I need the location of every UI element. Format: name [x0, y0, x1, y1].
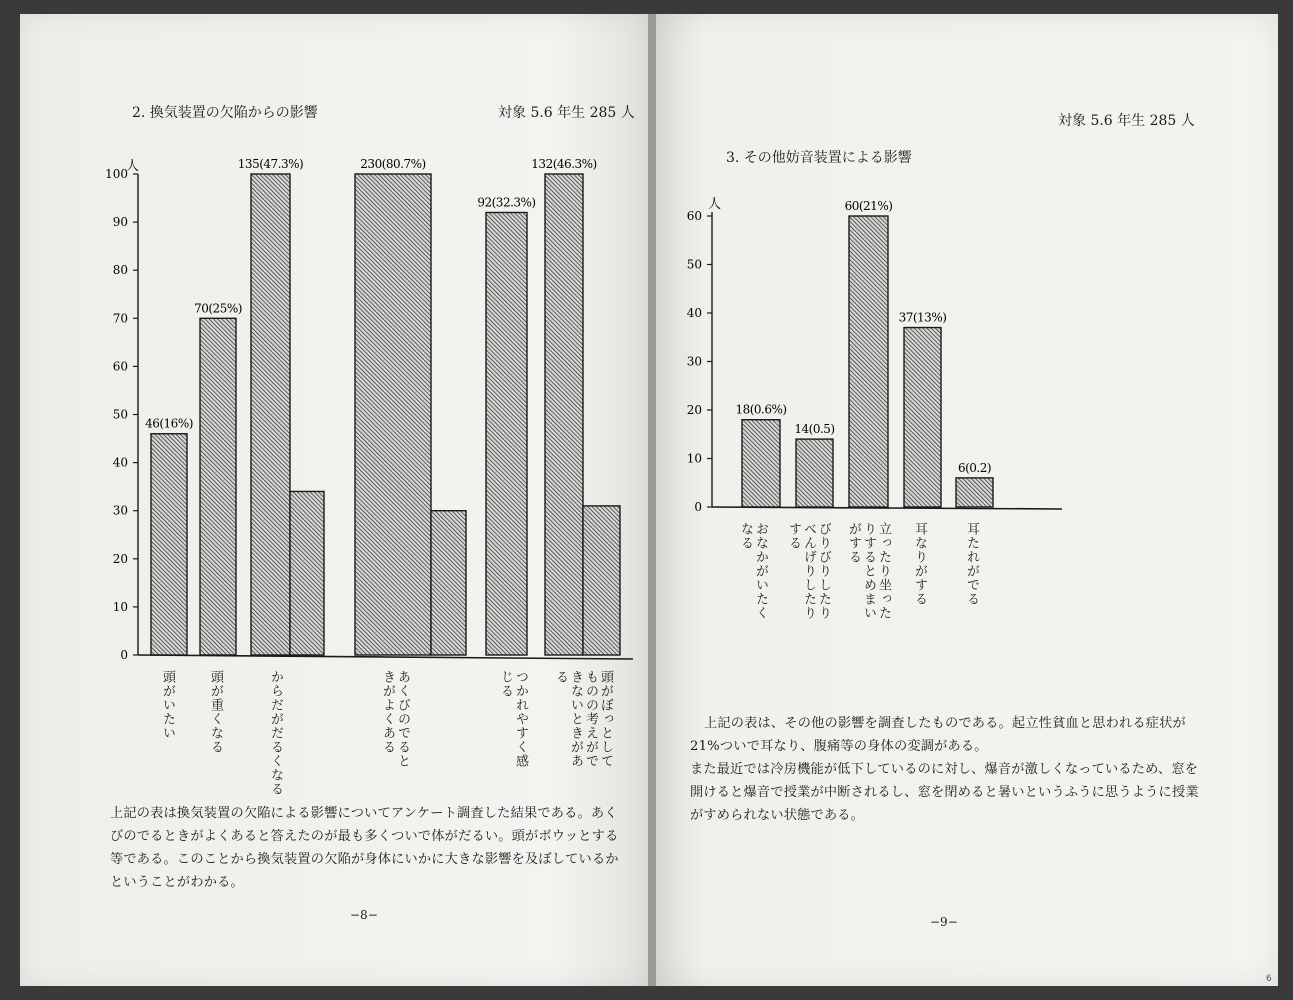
chart1-tick-label: 70 — [112, 311, 128, 326]
corner-mark: 6 — [1266, 974, 1272, 984]
chart1-data-label: 46(16%) — [145, 416, 193, 431]
chart2-category-2: びりびりしたりべんげりしたりする — [786, 522, 831, 620]
chart2-tick-label: 40 — [686, 306, 702, 320]
chart2-category-1: おなかがいたくなる — [738, 522, 768, 620]
chart1-tick-label: 60 — [112, 359, 128, 374]
left-heading: 2. 換気装置の欠陥からの影響 — [132, 105, 318, 121]
right-paragraph-1: 上記の表は、その他の影響を調査したものである。起立性貧血と思われる症状が21%ついで耳なり、腹痛等の身体の変調がある。 — [690, 716, 1186, 754]
chart2-tick-label: 60 — [686, 209, 702, 223]
chart1-tick-label: 40 — [112, 455, 128, 470]
chart1-tick-label: 20 — [112, 551, 128, 566]
chart2-data-label: 18(0.6%) — [735, 402, 787, 417]
chart2-category-5: 耳たれがでる — [964, 522, 979, 606]
chart1-tick-label: 10 — [112, 599, 128, 614]
left-paragraph: 上記の表は換気装置の欠陥による影響についてアンケート調査した結果である。あくびのでるときがよくあると答えたのが最も多くついで体がだるい。頭がボウッとする等である。このことから換気装置の欠陥が身体にいかに大きな影響を及ぼしているかということがわかる。 — [110, 806, 619, 890]
chart1-category-3: からだがだるくなる — [268, 670, 283, 796]
chart2-bar — [956, 478, 993, 507]
chart2-tick-label: 0 — [694, 500, 702, 514]
chart2-data-label: 14(0.5) — [794, 422, 835, 437]
chart1-category-1: 頭がいたい — [160, 670, 175, 740]
chart2-bar — [849, 216, 888, 507]
chart2-category-3: 立ったり坐ったりするとめまいがする — [846, 522, 891, 620]
chart1-data-label: 135(47.3%) — [237, 157, 304, 171]
chart1-y-unit: 人 — [126, 159, 140, 174]
left-subject: 対象 5.6 年生 285 人 — [498, 105, 635, 121]
chart2-data-label: 6(0.2) — [957, 460, 992, 475]
right-paragraph-2: また最近では冷房機能が低下しているのに対し、爆音が激しくなっているため、窓を開けると爆音で授業が中断されるし、窓を閉めると暑いというふうに思うように授業がすめられない状態である。 — [690, 762, 1199, 823]
chart2-tick-label: 10 — [686, 451, 702, 466]
chart1-tick-label: 80 — [112, 263, 128, 278]
chart2-bar — [742, 420, 780, 507]
left-page-number: −8− — [350, 908, 378, 922]
chart2-data-label: 37(13%) — [898, 310, 947, 325]
chart1-tick-label: 90 — [112, 215, 128, 230]
chart1-category-2: 頭が重くなる — [208, 670, 223, 754]
chart1-category-6: 頭がぼっとしてものの考えができないときがある — [553, 670, 613, 768]
chart1-tick-label: 50 — [112, 407, 128, 422]
chart2-bar — [796, 439, 833, 507]
right-heading: 3. その他妨音装置による影響 — [726, 150, 912, 166]
chart2-data-label: 60(21%) — [844, 199, 893, 213]
chart1-data-label: 132(46.3%) — [531, 157, 597, 171]
right-subject: 対象 5.6 年生 285 人 — [1058, 113, 1195, 129]
chart2-tick-label: 20 — [686, 403, 702, 417]
chart2-tick-label: 50 — [686, 257, 702, 272]
right-page-number: −9− — [930, 915, 958, 929]
chart1-tick-label: 0 — [120, 648, 128, 662]
chart2-x-axis — [712, 507, 1062, 509]
chart2-bar — [904, 328, 941, 507]
chart1-tick-label: 30 — [112, 503, 128, 518]
chart1-data-label: 230(80.7%) — [360, 157, 426, 171]
chart1-data-label: 92(32.3%) — [477, 195, 536, 210]
chart1-category-4: あくびのでるときがよくある — [380, 670, 410, 768]
chart2-tick-label: 30 — [686, 354, 702, 369]
chart1-tick-label: 100 — [105, 167, 128, 181]
chart1-data-label: 70(25%) — [194, 301, 242, 316]
chart2-category-4: 耳なりがする — [912, 522, 927, 606]
chart2-y-unit: 人 — [708, 197, 722, 212]
chart1-category-5: つかれやすく感じる — [498, 670, 528, 768]
